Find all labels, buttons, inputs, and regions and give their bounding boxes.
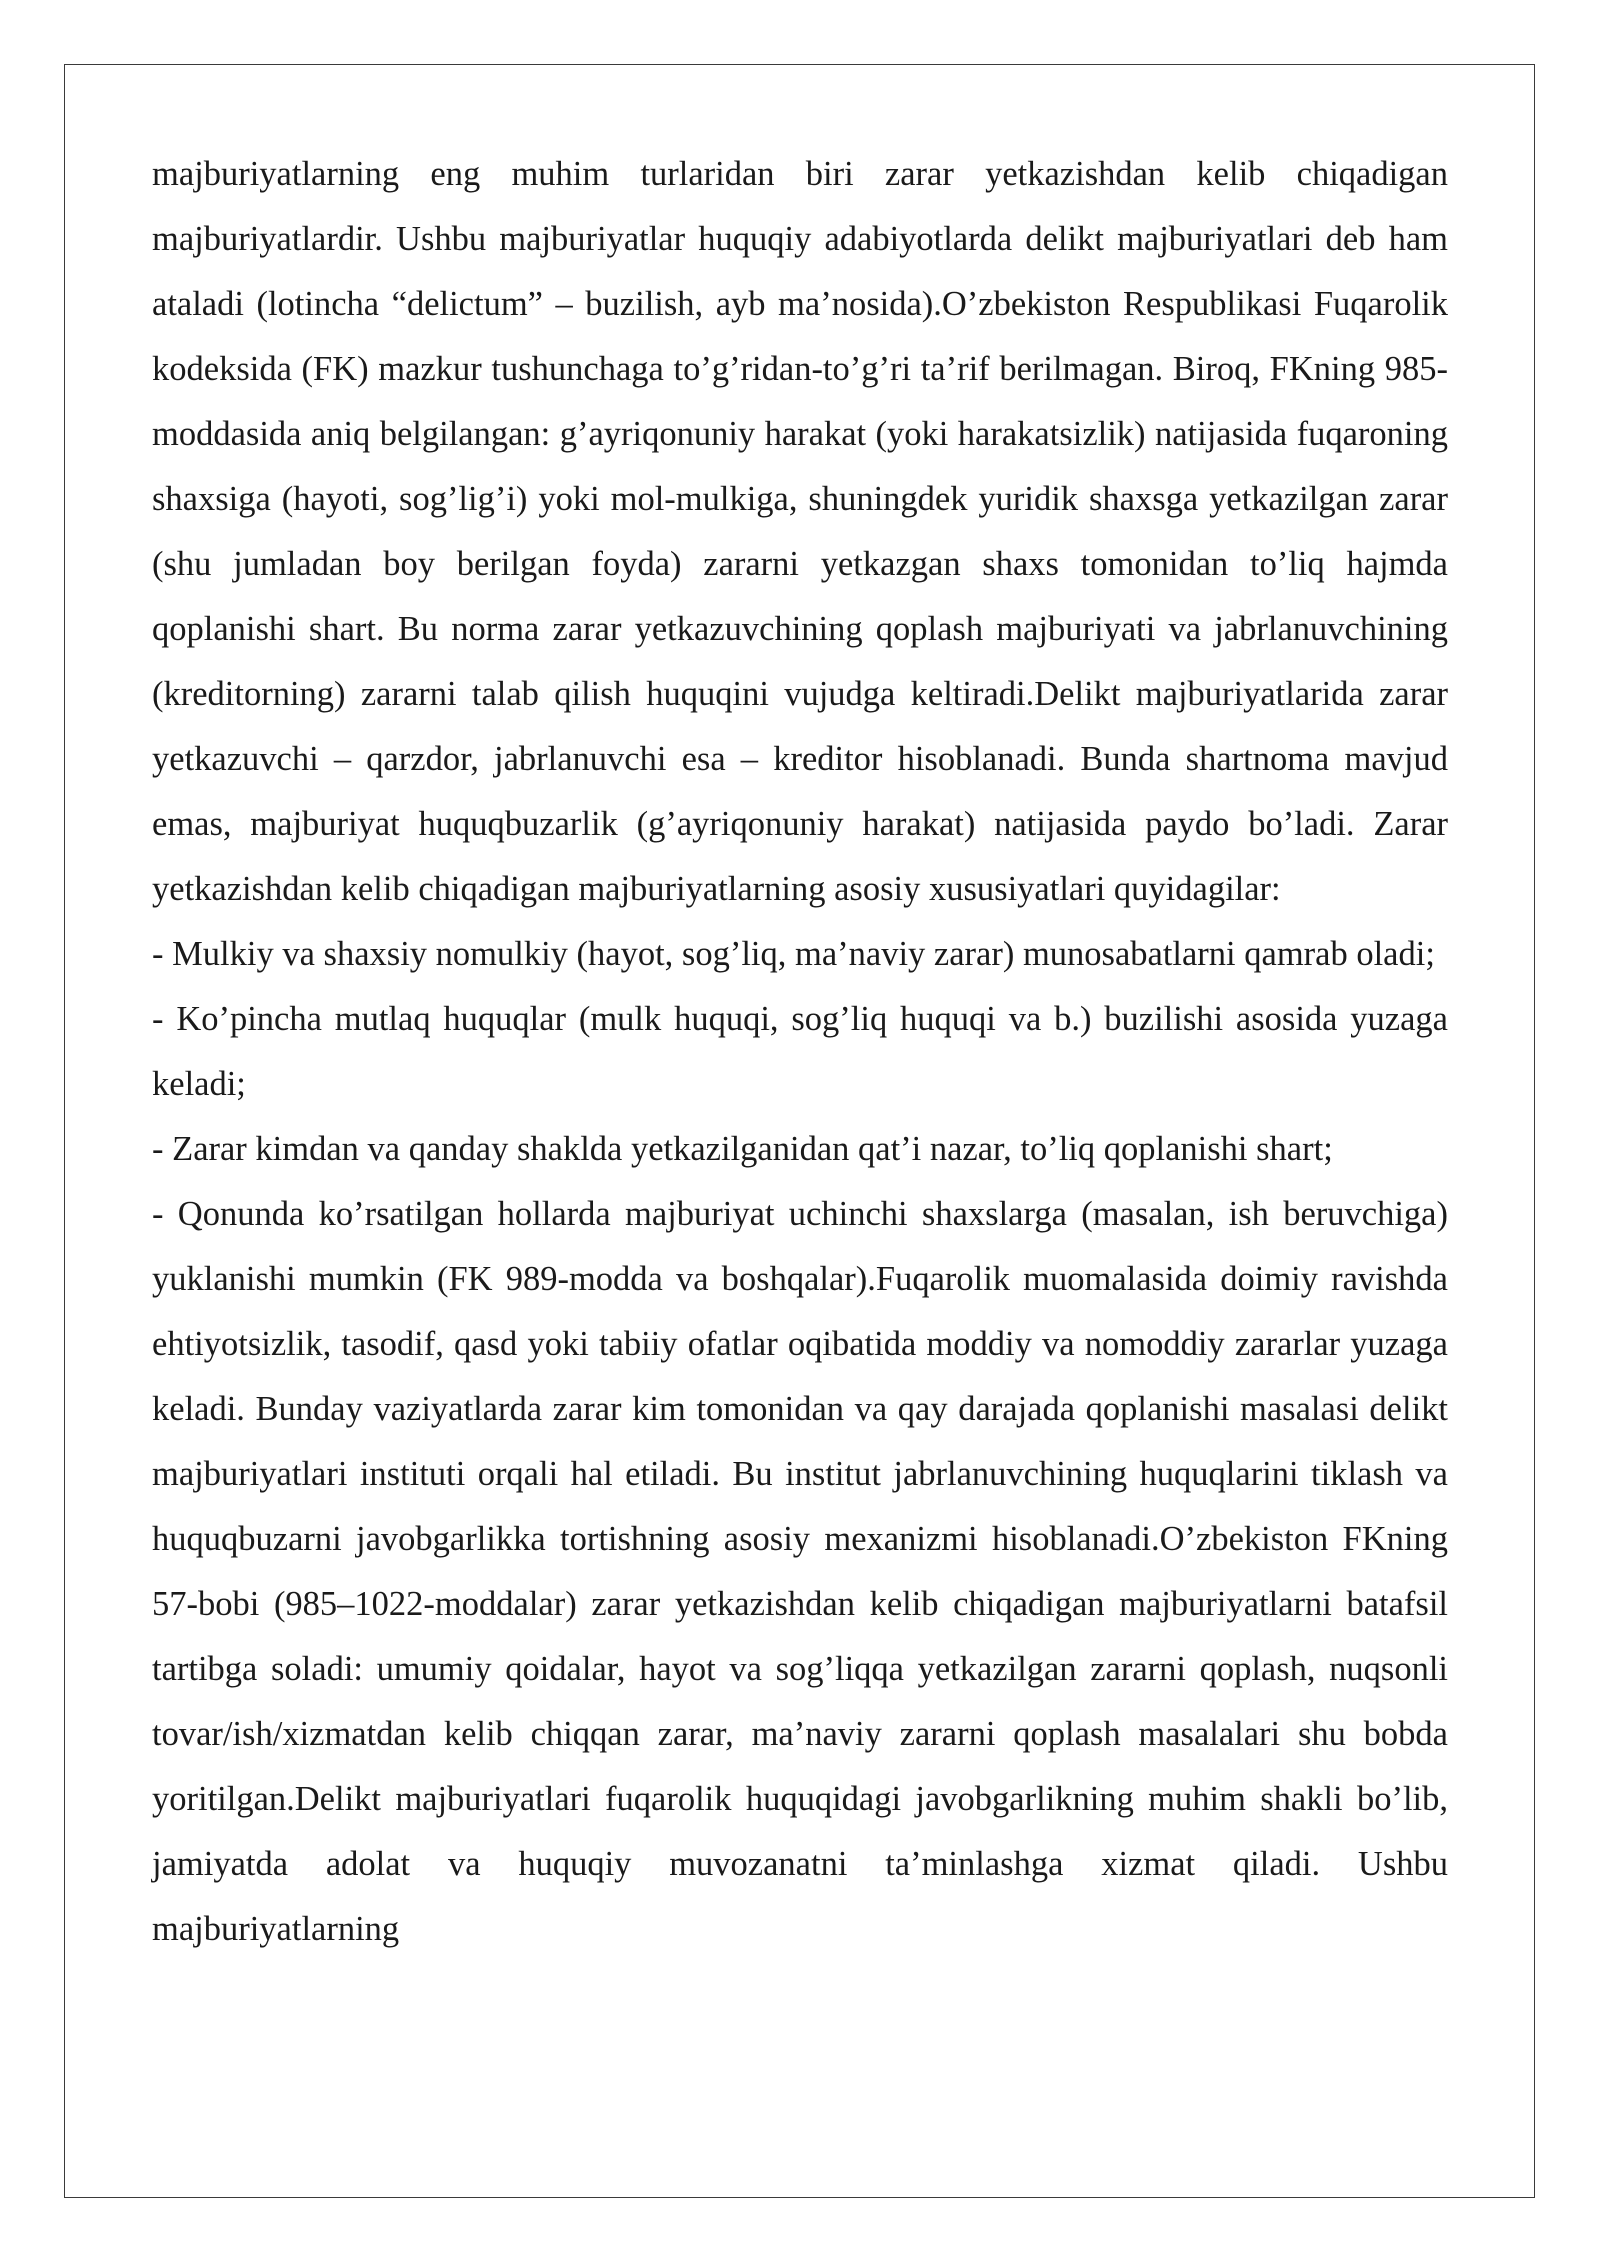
paragraph-intro: majburiyatlarning eng muhim turlaridan biri zarar yetkazishdan kelib chiqadigan majburiyatlardir. Ushbu majburiyatlar huquqiy adabiyotlarda delikt majburiyatlari deb ham ataladi (lotincha “delictum” – buzilish, ayb ma’nosida).O’zbekiston Respublikasi Fuqarolik kodeksida (FK) mazkur tushunchaga to’g’ridan-to’g’ri ta’rif berilmagan. Biroq, FKning 985-moddasida aniq belgilangan: g’ayriqonuniy harakat (yoki harakatsizlik) natijasida fuqaroning shaxsiga (hayoti, sog’lig’i) yoki mol-mulkiga, shuningdek yuridik shaxsga yetkazilgan zarar (shu jumladan boy berilgan foyda) zararni yetkazgan shaxs tomonidan to’liq hajmda qoplanishi shart. Bu norma zarar yetkazuvchining qoplash majburiyati va jabrlanuvchining (kreditorning) zararni talab qilish huquqini vujudga keltiradi.Delikt majburiyatlarida zarar yetkazuvchi – qarzdor, jabrlanuvchi esa – kreditor hisoblanadi. Bunda shartnoma mavjud emas, majburiyat huquqbuzarlik (g’ayriqonuniy harakat) natijasida paydo bo’ladi. Zarar yetkazishdan kelib chiqadigan majburiyatlarning asosiy xususiyatlari quyidagilar:	[152, 155, 1448, 908]
list-item-third-parties: - Qonunda ko’rsatilgan hollarda majburiyat uchinchi shaxslarga (masalan, ish beruvchiga) yuklanishi mumkin (FK 989-modda va boshqalar).Fuqarolik muomalasida doimiy ravishda ehtiyotsizlik, tasodif, qasd yoki tabiiy ofatlar oqibatida moddiy va nomoddiy zararlar yuzaga keladi. Bunday vaziyatlarda zarar kim tomonidan va qay darajada qoplanishi masalasi delikt majburiyatlari instituti orqali hal etiladi. Bu institut jabrlanuvchining huquqlarini tiklash va huquqbuzarni javobgarlikka tortishning asosiy mexanizmi hisoblanadi.O’zbekiston FKning 57-bobi (985–1022-moddalar) zarar yetkazishdan kelib chiqadigan majburiyatlarni batafsil tartibga soladi: umumiy qoidalar, hayot va sog’liqqa yetkazilgan zararni qoplash, nuqsonli tovar/ish/xizmatdan kelib chiqqan zarar, ma’naviy zararni qoplash masalalari shu bobda yoritilgan.Delikt majburiyatlari fuqarolik huquqidagi javobgarlikning muhim shakli bo’lib, jamiyatda adolat va huquqiy muvozanatni ta’minlashga xizmat qiladi. Ushbu majburiyatlarning	[152, 1195, 1448, 1948]
list-item-property-relations: - Mulkiy va shaxsiy nomulkiy (hayot, sog’liq, ma’naviy zarar) munosabatlarni qamrab oladi;	[152, 935, 1435, 973]
document-body	[152, 142, 1448, 1962]
list-item-full-compensation: - Zarar kimdan va qanday shaklda yetkazilganidan qat’i nazar, to’liq qoplanishi shart;	[152, 1130, 1333, 1168]
list-item-absolute-rights: - Ko’pincha mutlaq huquqlar (mulk huquqi, sog’liq huquqi va b.) buzilishi asosida yuzaga keladi;	[152, 1000, 1448, 1103]
